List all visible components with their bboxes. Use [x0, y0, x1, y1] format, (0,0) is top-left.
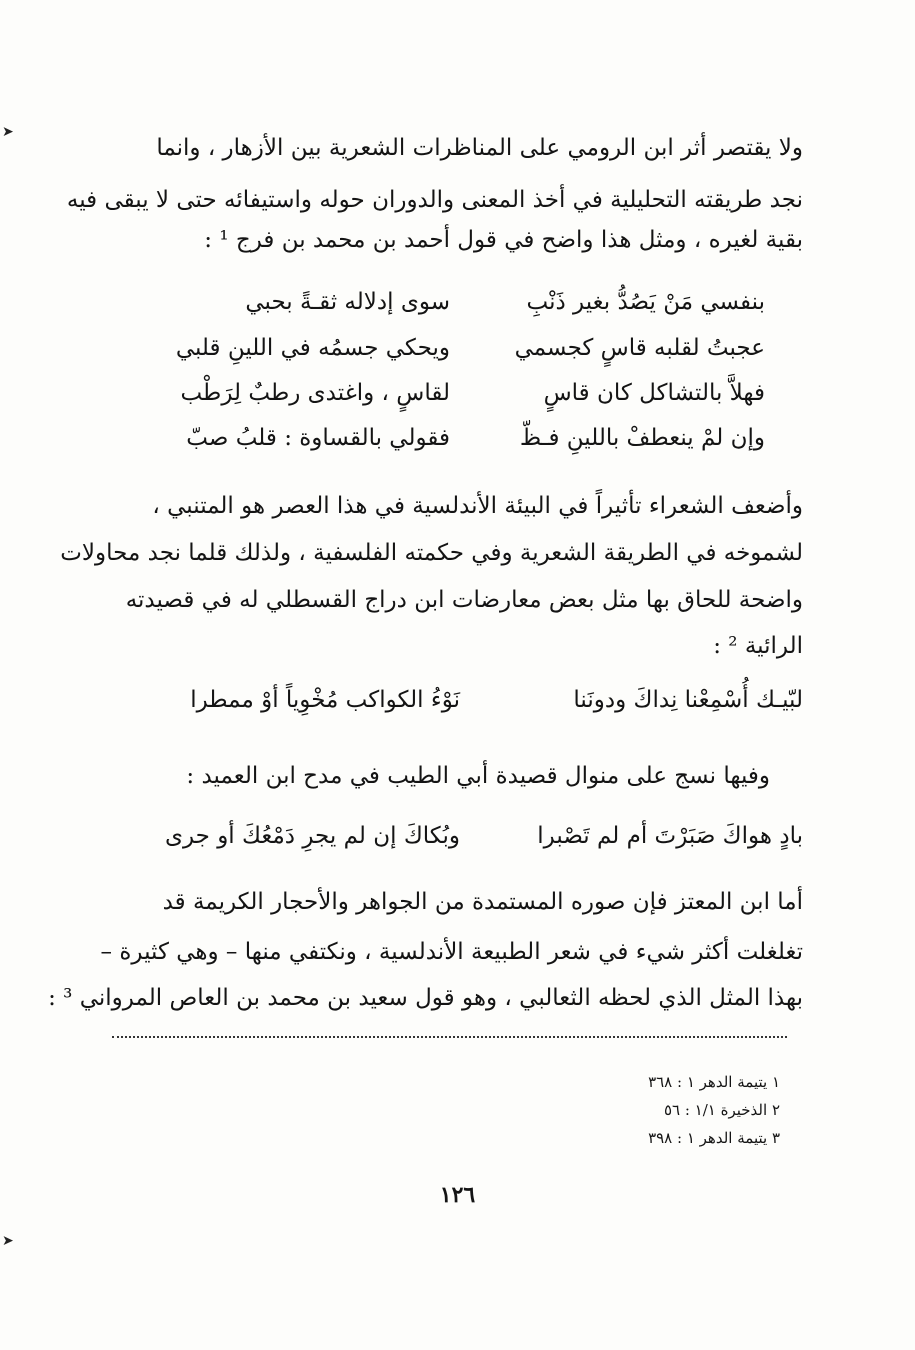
footnote: ٣ يتيمة الدهر ١ : ٣٩٨: [648, 1129, 780, 1147]
margin-mark-arrow: ➤: [2, 1233, 14, 1249]
margin-mark-arrow: ➤: [2, 124, 14, 140]
verse-second-hemistich: نَوْءُ الكواكب مُخْوِياً أوْ ممطرا: [190, 687, 460, 713]
paragraph-line: بهذا المثل الذي لحظه الثعالبي ، وهو قول سعيد بن محمد بن العاص المرواني ³ :: [48, 985, 803, 1011]
verse-first-hemistich: بنفسي مَنْ يَصُدُّ بغير ذَنْبِ: [526, 289, 765, 315]
paragraph-line: وفيها نسج على منوال قصيدة أبي الطيب في مدح ابن العميد :: [186, 763, 770, 789]
paragraph-line: أما ابن المعتز فإن صوره المستمدة من الجواهر والأحجار الكريمة قد: [162, 889, 803, 915]
footnote: ٢ الذخيرة ١/١ : ٥٦: [663, 1101, 780, 1119]
verse-first-hemistich: وإن لمْ ينعطفْ باللينِ فـظّ: [519, 425, 765, 451]
page-number: ١٢٦: [439, 1182, 476, 1208]
verse-first-hemistich: فهلاَّ بالتشاكل كان قاسٍ: [543, 380, 765, 406]
paragraph-line: نجد طريقته التحليلية في أخذ المعنى والدوران حوله واستيفائه حتى لا يبقى فيه: [66, 187, 803, 213]
paragraph-line: ولا يقتصر أثر ابن الرومي على المناظرات الشعرية بين الأزهار ، وانما: [156, 135, 803, 161]
verse-second-hemistich: فقولي بالقساوة : قلبُ صبّ: [186, 425, 450, 451]
footnote: ١ يتيمة الدهر ١ : ٣٦٨: [648, 1073, 780, 1091]
paragraph-line: لشموخه في الطريقة الشعرية وفي حكمته الفلسفية ، ولذلك قلما نجد محاولات: [60, 540, 803, 566]
verse-first-hemistich: بادٍ هواكَ صَبَرْتَ أم لم تَصْبرا: [537, 823, 803, 849]
verse-second-hemistich: وبُكاكَ إن لم يجرِ دَمْعُكَ أو جرى: [164, 823, 460, 849]
verse-first-hemistich: عجبتُ لقلبه قاسٍ كجسمي: [514, 335, 765, 361]
paragraph-line: بقية لغيره ، ومثل هذا واضح في قول أحمد بن محمد بن فرج ¹ :: [204, 227, 803, 253]
verse-second-hemistich: سوى إدلاله ثقـةً بحبي: [245, 289, 450, 315]
paragraph-line: تغلغلت أكثر شيء في شعر الطبيعة الأندلسية ، ونكتفي منها – وهي كثيرة –: [100, 939, 803, 965]
footnote-separator: [112, 1036, 787, 1038]
verse-first-hemistich: لبّيـك أُسْمِعْنا نِداكَ ودونَنا: [573, 687, 803, 713]
paragraph-line: وأضعف الشعراء تأثيراً في البيئة الأندلسية في هذا العصر هو المتنبي ،: [152, 493, 803, 519]
paragraph-line: واضحة للحاق بها مثل بعض معارضات ابن دراج القسطلي له في قصيدته: [125, 587, 803, 613]
paragraph-line: الرائية ² :: [713, 633, 803, 659]
verse-second-hemistich: لقاسٍ ، واغتدى رطبٌ لِرَطْب: [180, 380, 450, 406]
verse-second-hemistich: ويحكي جسمُه في اللينِ قلبي: [175, 335, 450, 361]
